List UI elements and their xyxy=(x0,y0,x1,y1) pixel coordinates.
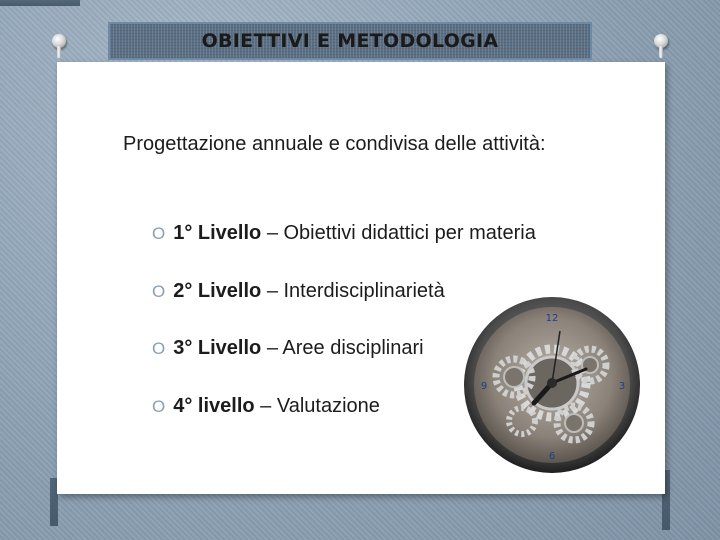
frame-bar-top-left xyxy=(0,0,80,6)
bullet-level-2 xyxy=(152,280,445,303)
clock-numeral-3: 3 xyxy=(618,381,626,392)
bullet-text: – Valutazione xyxy=(254,395,380,417)
intro-text: Progettazione annuale e condivisa delle attività: xyxy=(123,133,546,155)
pushpin-left-icon xyxy=(52,34,66,48)
gear-clock-image xyxy=(462,295,642,475)
bullet-text: – Obiettivi didattici per materia xyxy=(261,222,536,244)
bullet-level-label: 2° Livello xyxy=(173,280,262,302)
slide-title: OBIETTIVI E METODOLOGIA xyxy=(201,30,499,52)
title-banner xyxy=(108,22,592,60)
clock-numeral-12: 12 xyxy=(545,313,559,324)
bullet-marker-icon: O xyxy=(152,282,166,301)
bullet-text: – Aree disciplinari xyxy=(261,337,424,359)
pushpin-right-icon xyxy=(654,34,668,48)
bullet-level-1 xyxy=(152,222,536,245)
bullet-level-label: 1° Livello xyxy=(173,222,262,244)
bullet-marker-icon: O xyxy=(152,224,166,243)
bullet-marker-icon: O xyxy=(152,339,166,358)
bullet-level-4 xyxy=(152,395,380,418)
bullet-text: – Interdisciplinarietà xyxy=(261,280,445,302)
clock-numeral-9: 9 xyxy=(480,381,488,392)
bullet-level-3 xyxy=(152,337,424,360)
bullet-marker-icon: O xyxy=(152,397,166,416)
bullet-level-label: 4° livello xyxy=(173,395,255,417)
clock-numeral-6: 6 xyxy=(548,451,556,462)
bullet-level-label: 3° Livello xyxy=(173,337,262,359)
